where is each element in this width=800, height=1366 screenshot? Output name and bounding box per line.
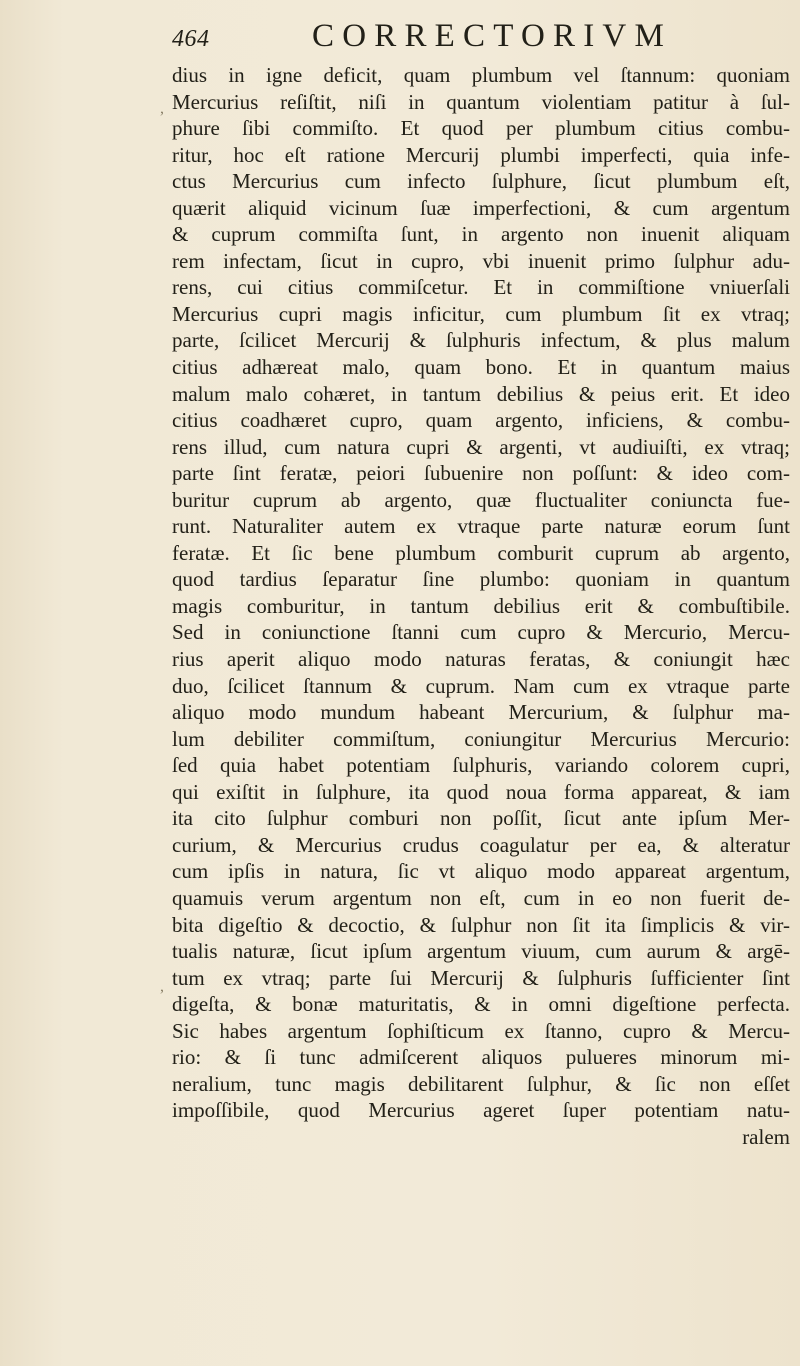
text-line: runt. Naturaliter autem ex vtraque parte naturæ eorum ſunt	[172, 514, 790, 539]
text-line: neralium, tunc magis debilitarent ſulphur, & ſic non eſſet	[172, 1071, 790, 1096]
text-line: rens illud, cum natura cupri & argenti, vt audiuiſti, ex vtraq;	[172, 434, 790, 459]
text-line: cum ipſis in natura, ſic vt aliquo modo appareat argentum,	[172, 859, 790, 884]
text-line: rem infectam, ſicut in cupro, vbi inuenit primo ſulphur adu-	[172, 248, 790, 273]
text-line: duo, ſcilicet ſtannum & cuprum. Nam cum ex vtraque parte	[172, 673, 790, 698]
text-line: citius coadhæret cupro, quam argento, inficiens, & combu-	[172, 408, 790, 433]
text-line: quamuis verum argentum non eſt, cum in eo non fuerit de-	[172, 885, 790, 910]
text-line: impoſſibile, quod Mercurius ageret ſuper potentiam natu-	[172, 1098, 790, 1123]
text-line: dius in igne deficit, quam plumbum vel ſtannum: quoniam	[172, 63, 790, 87]
text-line: lum debiliter commiſtum, coniungitur Mercurius Mercurio:	[172, 726, 790, 751]
text-line: parte ſint feratæ, peiori ſubuenire non poſſunt: & ideo com-	[172, 461, 790, 486]
text-line: ctus Mercurius cum infecto ſulphure, ſicut plumbum eſt,	[172, 169, 790, 194]
text-line: bita digeſtio & decoctio, & ſulphur non ſit ita ſimplicis & vir-	[172, 912, 790, 937]
page-header	[172, 16, 772, 56]
text-line: quod tardius ſeparatur ſine plumbo: quoniam in quantum	[172, 567, 790, 592]
text-line: malum malo cohæret, in tantum debilius & peius erit. Et ideo	[172, 381, 790, 406]
text-line: rens, cui citius commiſcetur. Et in commiſtione vniuerſali	[172, 275, 790, 300]
text-line: rio: & ſi tunc admiſcerent aliquos pulueres minorum mi-	[172, 1045, 790, 1070]
text-line: magis comburitur, in tantum debilius erit & combuſtibile.	[172, 593, 790, 618]
page-number: 464	[172, 26, 210, 52]
margin-tick: ,	[160, 978, 164, 995]
text-line: parte, ſcilicet Mercurij & ſulphuris infectum, & plus malum	[172, 328, 790, 353]
text-line: citius adhæreat malo, quam bono. Et in quantum maius	[172, 355, 790, 380]
text-line: Sed in coniunctione ſtanni cum cupro & Mercurio, Mercu-	[172, 620, 790, 645]
margin-tick: ,	[160, 100, 164, 117]
text-line: tualis naturæ, ſicut ipſum argentum viuum, cum aurum & argē-	[172, 939, 790, 964]
text-line: qui exiſtit in ſulphure, ita quod noua forma appareat, & iam	[172, 779, 790, 804]
running-title: CORRECTORIVM	[312, 18, 672, 54]
text-line: feratæ. Et ſic bene plumbum comburit cuprum ab argento,	[172, 540, 790, 565]
text-line: Sic habes argentum ſophiſticum ex ſtanno, cupro & Mercu-	[172, 1018, 790, 1043]
text-line: digeſta, & bonæ maturitatis, & in omni digeſtione perfecta.	[172, 992, 790, 1017]
text-line: ſed quia habet potentiam ſulphuris, variando colorem cupri,	[172, 753, 790, 778]
text-line: ita cito ſulphur comburi non poſſit, ſicut ante ipſum Mer-	[172, 806, 790, 831]
text-line: buritur cuprum ab argento, quæ fluctualiter coniuncta fue-	[172, 487, 790, 512]
text-line: Mercurius reſiſtit, niſi in quantum violentiam patitur à ſul-	[172, 89, 790, 114]
text-line: curium, & Mercurius crudus coagulatur per ea, & alteratur	[172, 832, 790, 857]
text-line: tum ex vtraq; parte ſui Mercurij & ſulphuris ſufficienter ſint	[172, 965, 790, 990]
text-line: ritur, hoc eſt ratione Mercurij plumbi imperfecti, quia infe-	[172, 142, 790, 167]
text-line: quærit aliquid vicinum ſuæ imperfectioni, & cum argentum	[172, 195, 790, 220]
text-line: phure ſibi commiſto. Et quod per plumbum citius combu-	[172, 116, 790, 141]
body-text	[172, 62, 792, 1150]
text-line: aliquo modo mundum habeant Mercurium, & ſulphur ma-	[172, 700, 790, 725]
text-line: rius aperit aliquo modo naturas feratas, & coniungit hæc	[172, 647, 790, 672]
text-line: Mercurius cupri magis inficitur, cum plumbum ſit ex vtraq;	[172, 301, 790, 326]
text-line: ralem	[742, 1124, 790, 1149]
text-line: & cuprum commiſta ſunt, in argento non inuenit aliquam	[172, 222, 790, 247]
